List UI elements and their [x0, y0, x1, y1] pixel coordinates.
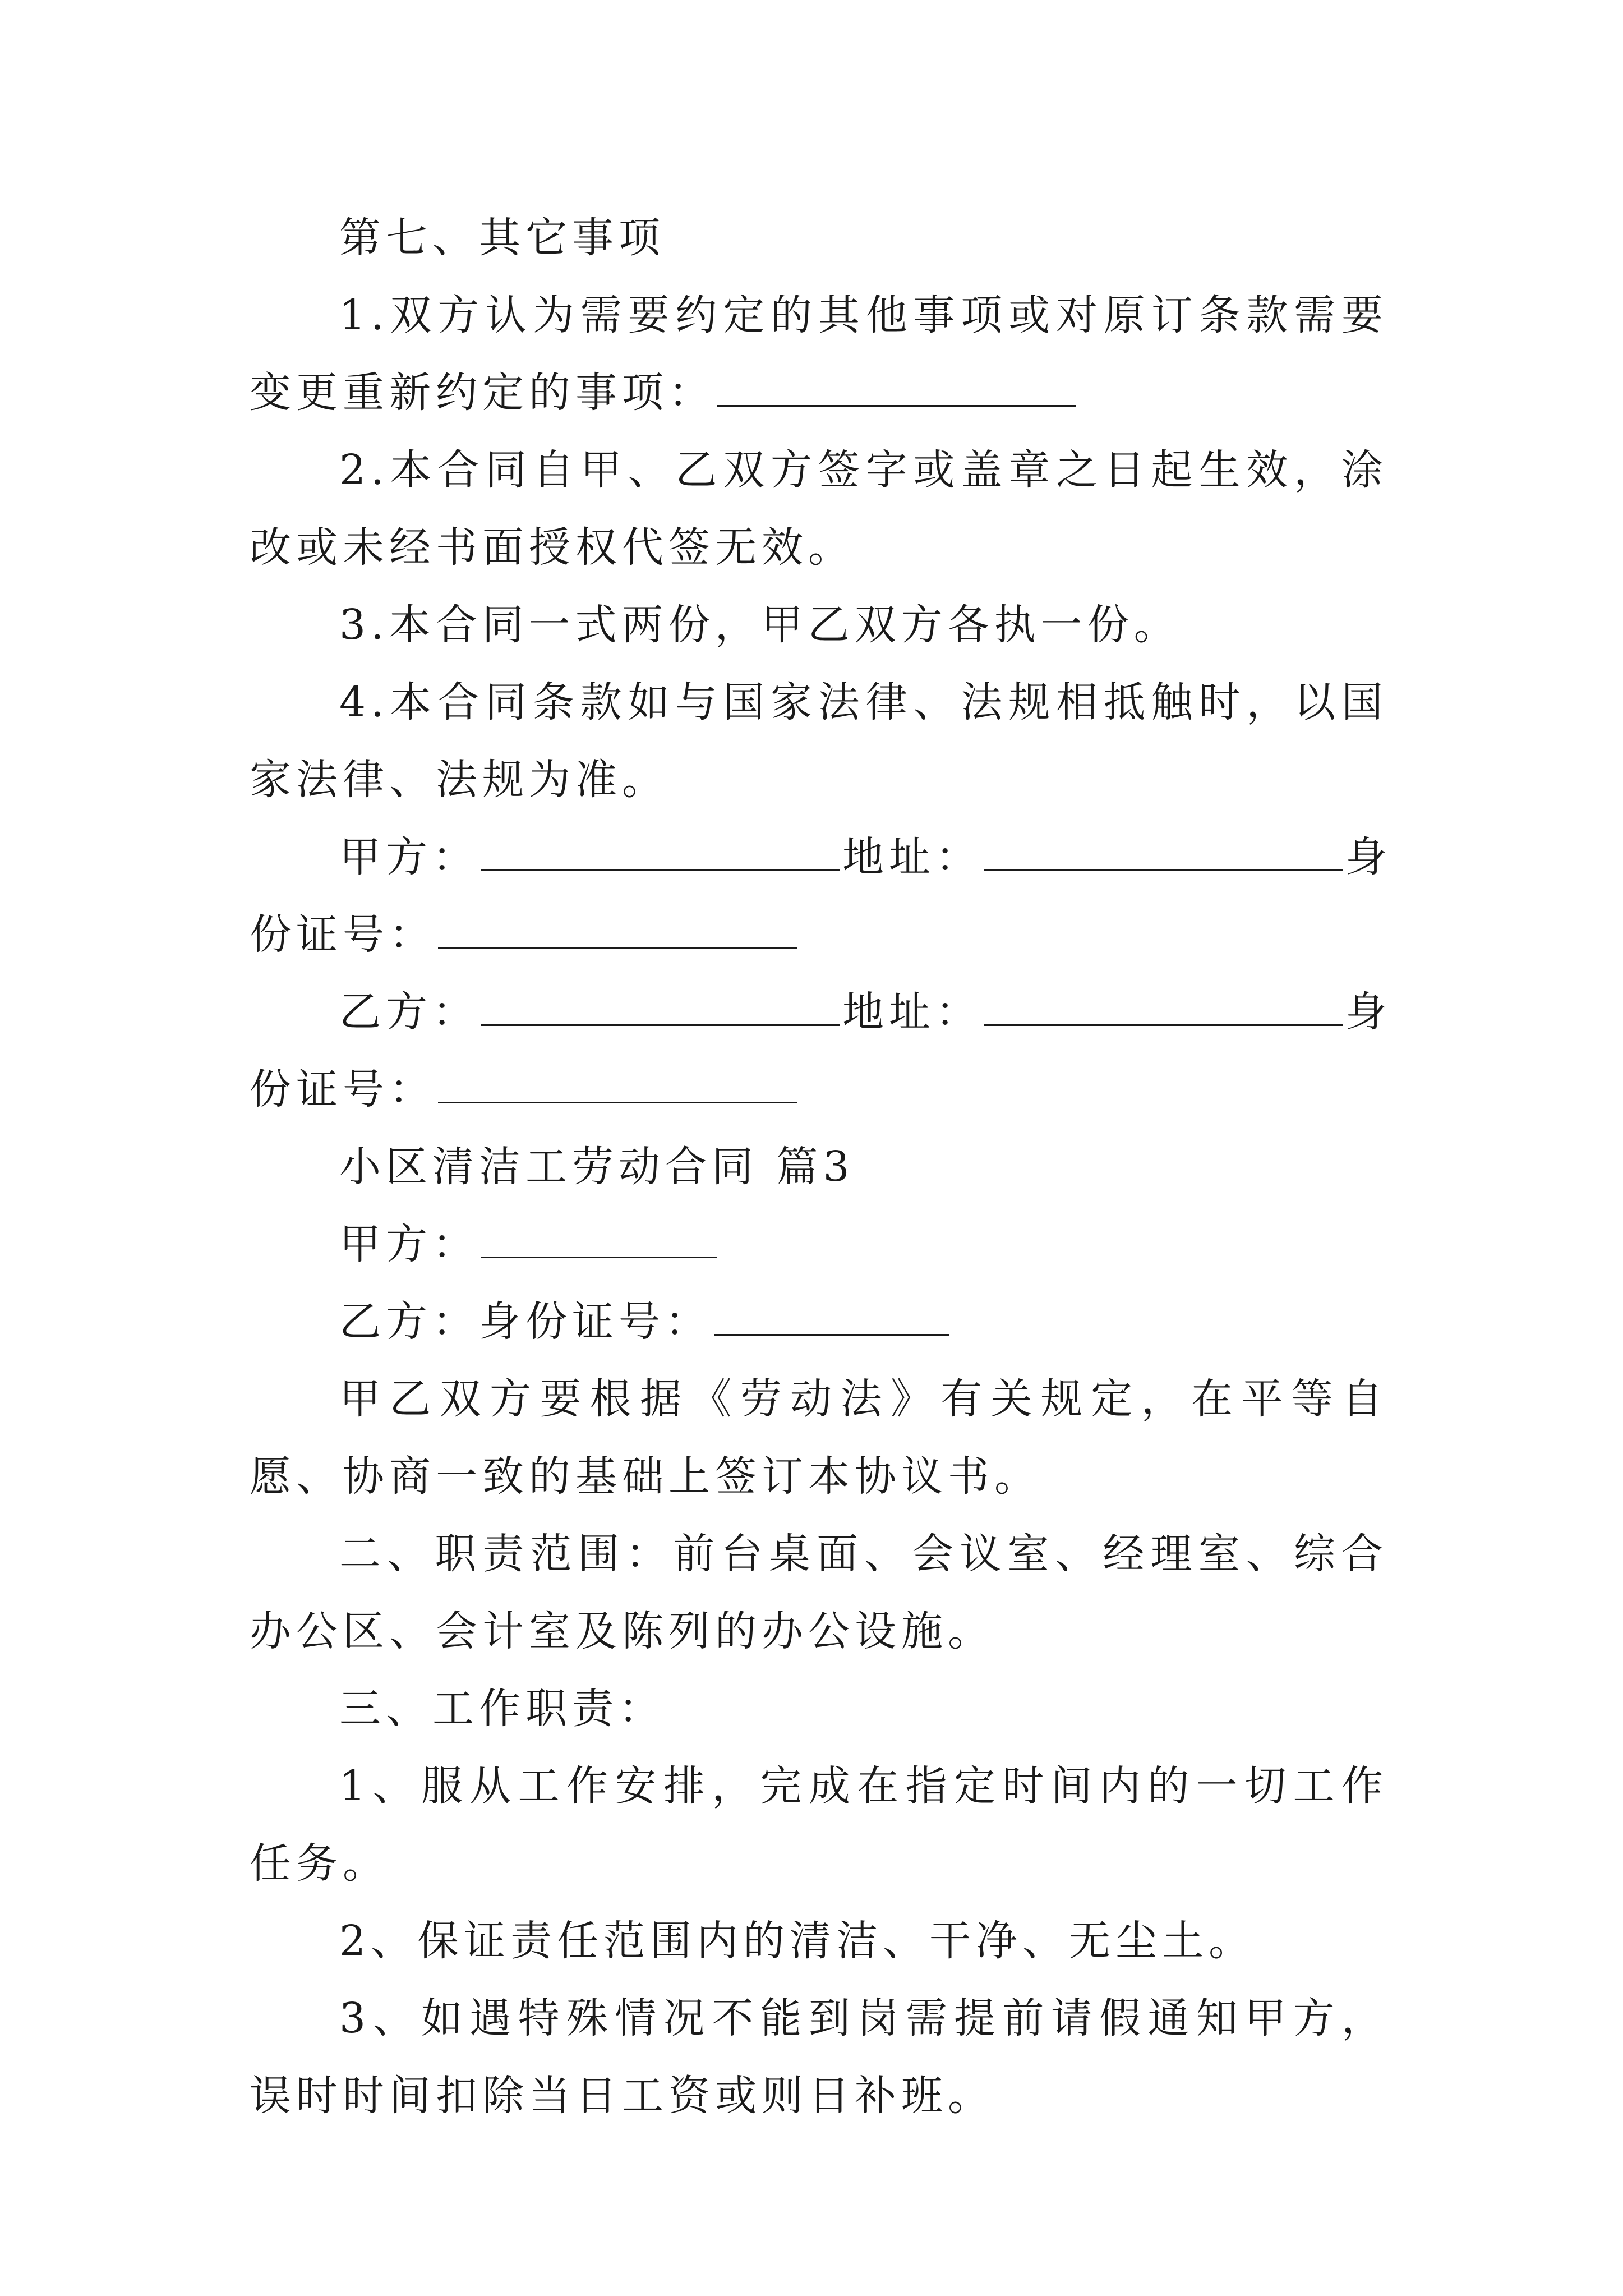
item-2 — [250, 431, 1388, 586]
item-1-blank-line — [717, 371, 1076, 407]
contract-3-scope — [250, 1515, 1388, 1670]
contract-3-party-b-id-blank — [714, 1300, 949, 1336]
item-2-text: 2.本合同自甲、乙双方签字或盖章之日起生效，涂改或未经书面授权代签无效。 — [250, 446, 1388, 572]
party-a-address-blank — [984, 836, 1343, 871]
party-b-address-blank — [984, 991, 1343, 1026]
party-b-id-label-start: 身 — [1345, 988, 1392, 1036]
contract-3-duty-2 — [250, 1902, 1388, 1980]
party-b-id-blank — [438, 1068, 797, 1103]
contract-3-intro — [250, 1360, 1388, 1515]
party-b-address-label: 地址： — [842, 988, 982, 1036]
item-4-text: 4.本合同条款如与国家法律、法规相抵触时，以国家法律、法规为准。 — [250, 678, 1388, 804]
contract-3-title — [250, 1128, 1388, 1205]
contract-3-party-a-label: 甲方： — [339, 1220, 479, 1268]
party-a-id-blank — [438, 913, 797, 949]
contract-3-party-a — [250, 1205, 1388, 1283]
contract-3-duties-heading — [250, 1670, 1388, 1747]
party-a-id-label-end: 份证号： — [250, 910, 436, 959]
party-a-label: 甲方： — [339, 833, 479, 881]
contract-3-duty-3-text: 3、如遇特殊情况不能到岗需提前请假通知甲方，误时时间扣除当日工资或则日补班。 — [250, 1994, 1388, 2120]
contract-3-party-a-blank — [481, 1223, 717, 1258]
contract-3-duty-3 — [250, 1980, 1388, 2134]
item-3 — [250, 586, 1388, 664]
contract-3-party-b-label: 乙方：身份证号： — [339, 1297, 712, 1346]
party-b-label: 乙方： — [339, 988, 479, 1036]
contract-3-duty-1-text: 1、服从工作安排，完成在指定时间内的一切工作任务。 — [250, 1762, 1388, 1888]
party-a-address-label: 地址： — [842, 833, 982, 881]
party-a-id-label-start: 身 — [1345, 833, 1392, 881]
party-a-signature-line — [250, 818, 1392, 973]
contract-3-scope-text: 二、职责范围：前台桌面、会议室、经理室、综合办公区、会计室及陈列的办公设施。 — [250, 1530, 1388, 1655]
contract-3-duties-heading-text: 三、工作职责： — [339, 1685, 665, 1733]
item-1 — [250, 277, 1388, 431]
item-3-text: 3.本合同一式两份，甲乙双方各执一份。 — [339, 601, 1181, 649]
section-7-heading — [250, 199, 1388, 277]
item-4 — [250, 664, 1388, 818]
party-a-name-blank — [481, 836, 840, 871]
party-b-name-blank — [481, 991, 840, 1026]
party-b-id-label-end: 份证号： — [250, 1065, 436, 1114]
document-page — [250, 199, 1392, 2134]
contract-3-party-b — [250, 1283, 1388, 1360]
contract-3-title-text: 小区清洁工劳动合同 篇3 — [339, 1143, 855, 1191]
item-1-text: 1.双方认为需要约定的其他事项或对原订条款需要变更重新约定的事项： — [250, 291, 1388, 417]
contract-3-duty-1 — [250, 1747, 1388, 1902]
contract-3-duty-2-text: 2、保证责任范围内的清洁、干净、无尘土。 — [339, 1917, 1256, 1965]
party-b-signature-line — [250, 973, 1392, 1128]
section-7-heading-text: 第七、其它事项 — [339, 214, 665, 262]
contract-3-intro-text: 甲乙双方要根据《劳动法》有关规定，在平等自愿、协商一致的基础上签订本协议书。 — [250, 1375, 1388, 1501]
